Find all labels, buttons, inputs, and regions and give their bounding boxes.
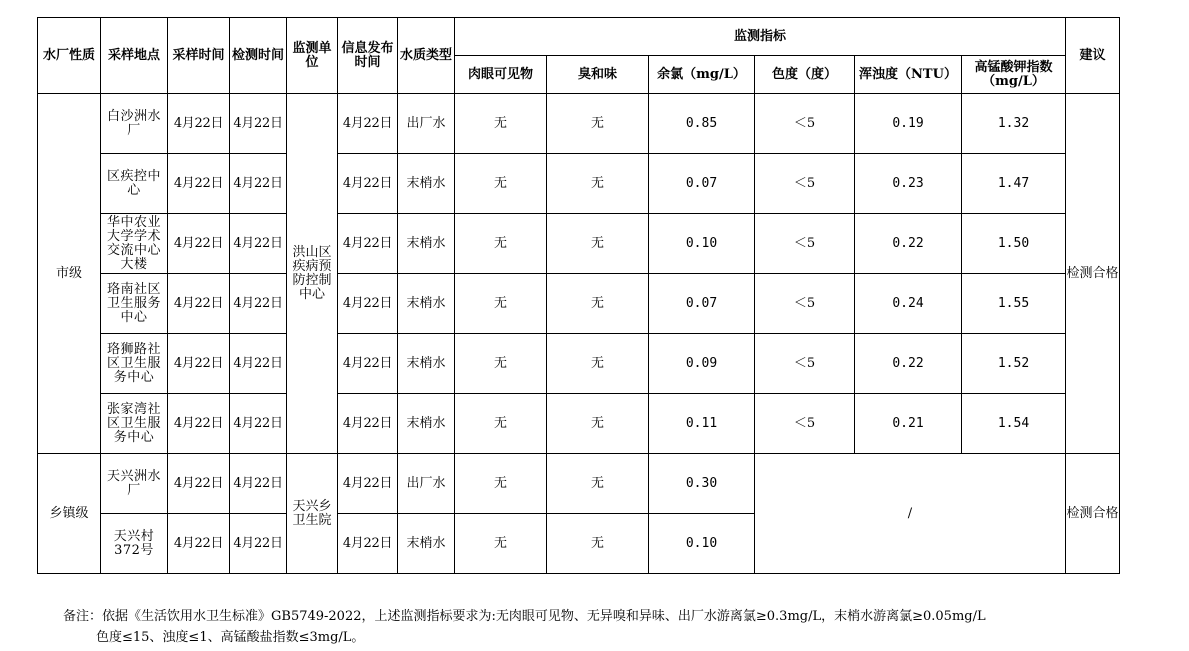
advice-cell: 检测合格 [1066, 454, 1120, 574]
site-cell: 白沙洲水厂 [101, 94, 168, 154]
chlorine-cell: 0.30 [649, 454, 755, 514]
header-water-type: 水质类型 [398, 18, 455, 94]
sample-date-cell: 4月22日 [168, 454, 230, 514]
test-date-cell: 4月22日 [230, 454, 287, 514]
header-sample-site: 采样地点 [101, 18, 168, 94]
sample-date-cell: 4月22日 [168, 334, 230, 394]
level-cell: 市级 [38, 94, 101, 454]
odor-cell: 无 [547, 514, 649, 574]
footnote-line-2: 色度≤15、浊度≤1、高锰酸盐指数≤3mg/L。 [96, 630, 365, 645]
odor-cell: 无 [547, 454, 649, 514]
header-odor-taste: 臭和味 [547, 56, 649, 94]
header-advice: 建议 [1066, 18, 1120, 94]
footnote-line-1: 备注：依据《生活饮用水卫生标准》GB5749-2022，上述监测指标要求为:无肉眼可见物、无异嗅和异味、出厂水游离氯≥0.3mg/L，末梢水游离氯≥0.05mg/L [63, 609, 986, 624]
site-cell: 天兴村372号 [101, 514, 168, 574]
header-indicators: 监测指标 [455, 18, 1066, 56]
publish-date-cell: 4月22日 [338, 154, 398, 214]
turbidity-cell: 0.19 [855, 94, 962, 154]
header-residual-chlorine: 余氯（mg/L） [649, 56, 755, 94]
odor-cell: 无 [547, 394, 649, 454]
turbidity-cell: 0.22 [855, 214, 962, 274]
publish-date-cell: 4月22日 [338, 454, 398, 514]
color-cell: ＜5 [755, 94, 855, 154]
visible-matter-cell: 无 [455, 454, 547, 514]
water-type-cell: 末梢水 [398, 154, 455, 214]
water-type-cell: 末梢水 [398, 334, 455, 394]
site-cell: 珞狮路社区卫生服务中心 [101, 334, 168, 394]
visible-matter-cell: 无 [455, 334, 547, 394]
color-cell: ＜5 [755, 214, 855, 274]
turbidity-cell: 0.23 [855, 154, 962, 214]
test-date-cell: 4月22日 [230, 514, 287, 574]
water-type-cell: 末梢水 [398, 214, 455, 274]
kmno4-cell: 1.32 [962, 94, 1066, 154]
publish-date-cell: 4月22日 [338, 274, 398, 334]
footnote [63, 606, 1173, 648]
visible-matter-cell: 无 [455, 274, 547, 334]
turbidity-cell: 0.21 [855, 394, 962, 454]
water-type-cell: 末梢水 [398, 274, 455, 334]
header-color: 色度（度） [755, 56, 855, 94]
publish-date-cell: 4月22日 [338, 94, 398, 154]
chlorine-cell: 0.07 [649, 154, 755, 214]
header-test-time: 检测时间 [230, 18, 287, 94]
visible-matter-cell: 无 [455, 394, 547, 454]
chlorine-cell: 0.07 [649, 274, 755, 334]
visible-matter-cell: 无 [455, 154, 547, 214]
site-cell: 区疾控中心 [101, 154, 168, 214]
header-visible-matter: 肉眼可见物 [455, 56, 547, 94]
sample-date-cell: 4月22日 [168, 514, 230, 574]
table-row [38, 154, 1120, 214]
header-sample-time: 采样时间 [168, 18, 230, 94]
water-quality-table [37, 17, 1120, 574]
turbidity-cell: 0.24 [855, 274, 962, 334]
sample-date-cell: 4月22日 [168, 154, 230, 214]
publish-date-cell: 4月22日 [338, 394, 398, 454]
site-cell: 珞南社区卫生服务中心 [101, 274, 168, 334]
test-date-cell: 4月22日 [230, 274, 287, 334]
table-row [38, 274, 1120, 334]
publish-date-cell: 4月22日 [338, 334, 398, 394]
test-date-cell: 4月22日 [230, 334, 287, 394]
turbidity-cell: 0.22 [855, 334, 962, 394]
table-row [38, 334, 1120, 394]
chlorine-cell: 0.11 [649, 394, 755, 454]
not-applicable-cell: / [755, 454, 1066, 574]
sample-date-cell: 4月22日 [168, 94, 230, 154]
header-plant-nature: 水厂性质 [38, 18, 101, 94]
header-kmno4-index: 高锰酸钾指数（mg/L） [962, 56, 1066, 94]
odor-cell: 无 [547, 214, 649, 274]
odor-cell: 无 [547, 334, 649, 394]
chlorine-cell: 0.10 [649, 514, 755, 574]
header-turbidity: 浑浊度（NTU） [855, 56, 962, 94]
header-publish-time: 信息发布时间 [338, 18, 398, 94]
table-row [38, 214, 1120, 274]
test-date-cell: 4月22日 [230, 214, 287, 274]
visible-matter-cell: 无 [455, 94, 547, 154]
test-date-cell: 4月22日 [230, 154, 287, 214]
color-cell: ＜5 [755, 154, 855, 214]
kmno4-cell: 1.55 [962, 274, 1066, 334]
table-row [38, 454, 1120, 514]
table-row [38, 94, 1120, 154]
sample-date-cell: 4月22日 [168, 214, 230, 274]
kmno4-cell: 1.52 [962, 334, 1066, 394]
odor-cell: 无 [547, 94, 649, 154]
advice-cell: 检测合格 [1066, 94, 1120, 454]
odor-cell: 无 [547, 154, 649, 214]
table-row [38, 394, 1120, 454]
water-type-cell: 末梢水 [398, 394, 455, 454]
monitor-unit-cell: 天兴乡卫生院 [287, 454, 338, 574]
water-type-cell: 出厂水 [398, 94, 455, 154]
color-cell: ＜5 [755, 274, 855, 334]
odor-cell: 无 [547, 274, 649, 334]
monitor-unit-cell: 洪山区疾病预防控制中心 [287, 94, 338, 454]
test-date-cell: 4月22日 [230, 94, 287, 154]
visible-matter-cell: 无 [455, 214, 547, 274]
site-cell: 天兴洲水厂 [101, 454, 168, 514]
kmno4-cell: 1.54 [962, 394, 1066, 454]
site-cell: 华中农业大学学术交流中心大楼 [101, 214, 168, 274]
test-date-cell: 4月22日 [230, 394, 287, 454]
publish-date-cell: 4月22日 [338, 214, 398, 274]
sample-date-cell: 4月22日 [168, 274, 230, 334]
visible-matter-cell: 无 [455, 514, 547, 574]
kmno4-cell: 1.50 [962, 214, 1066, 274]
color-cell: ＜5 [755, 334, 855, 394]
publish-date-cell: 4月22日 [338, 514, 398, 574]
color-cell: ＜5 [755, 394, 855, 454]
site-cell: 张家湾社区卫生服务中心 [101, 394, 168, 454]
level-cell: 乡镇级 [38, 454, 101, 574]
chlorine-cell: 0.10 [649, 214, 755, 274]
water-type-cell: 出厂水 [398, 454, 455, 514]
chlorine-cell: 0.09 [649, 334, 755, 394]
header-monitor-unit: 监测单位 [287, 18, 338, 94]
sample-date-cell: 4月22日 [168, 394, 230, 454]
water-type-cell: 末梢水 [398, 514, 455, 574]
kmno4-cell: 1.47 [962, 154, 1066, 214]
chlorine-cell: 0.85 [649, 94, 755, 154]
